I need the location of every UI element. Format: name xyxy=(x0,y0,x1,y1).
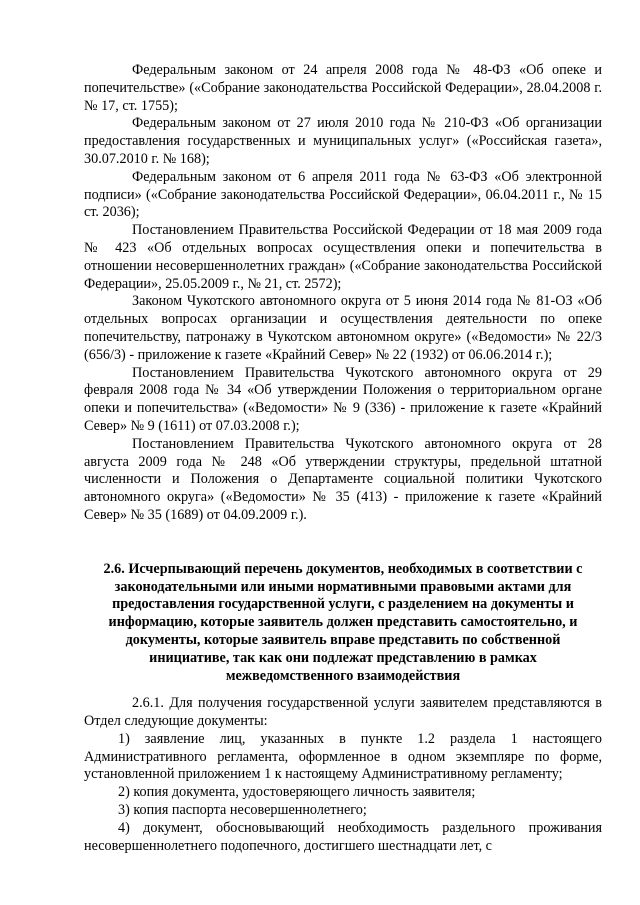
section-paragraph: 2.6.1. Для получения государственной услуги заявителем представляются в Отдел следующие документы: xyxy=(84,695,602,730)
document-page xyxy=(84,62,602,855)
list-item: 2) копия документа, удостоверяющего личность заявителя; xyxy=(118,784,476,801)
law-reference-paragraph: Постановлением Правительства Чукотского автономного округа от 28 августа 2009 года № 248 «Об утверждении структуры, предельной штатной численности и Положения о Департаменте социальной политики Чукотского автономного округа» («Ведомости» № 35 (413) - приложение к газете «Крайний Север» № 35 (1689) от 04.09.2009 г.). xyxy=(84,435,602,523)
law-reference-paragraph: Постановлением Правительства Российской Федерации от 18 мая 2009 года № 423 «Об отдельных вопросах осуществления опеки и попечительства в отношении несовершеннолетних граждан» («Собрание законодательства Российской Федерации», 25.05.2009 г., № 21, ст. 2572); xyxy=(84,222,602,292)
list-item: 3) копия паспорта несовершеннолетнего; xyxy=(118,802,367,819)
law-reference-paragraph: Федеральным законом от 6 апреля 2011 года № 63-ФЗ «Об электронной подписи» («Собрание законодательства Российской Федерации», 06.04.2011 г., № 15 ст. 2036); xyxy=(84,168,602,221)
law-reference-paragraph: Федеральным законом от 27 июля 2010 года № 210-ФЗ «Об организации предоставления государственных и муниципальных услуг» («Российская газета», 30.07.2010 г. № 168); xyxy=(84,115,602,167)
list-item: 1) заявление лиц, указанных в пункте 1.2 раздела 1 настоящего Административного регламента, оформленное в одном экземпляре по форме, установленной приложением 1 к настоящему Административному регламенту; xyxy=(84,730,602,783)
law-reference-paragraph: Постановлением Правительства Чукотского автономного округа от 29 февраля 2008 года № 34 «Об утверждении Положения о территориальном органе опеки и попечительства» («Ведомости» № 9 (336) - приложение к газете «Крайний Север» № 9 (1611) от 07.03.2008 г.); xyxy=(84,364,602,434)
section-heading: 2.6. Исчерпывающий перечень документов, необходимых в соответствии с законодательными или иными нормативными правовыми актами для предоставления государственной услуги, с разделением на документы и информацию, которые заявитель должен представить самостоятельно, и документы, которые заявитель вправе представить по собственной инициативе, так как они подлежат представлению в рамках межведомственного взаимодействия xyxy=(103,560,583,684)
law-reference-paragraph: Законом Чукотского автономного округа от 5 июня 2014 года № 81-ОЗ «Об отдельных вопросах организации и осуществления деятельности по опеке попечительству, патронажу в Чукотском автономном округе» («Ведомости» № 22/3 (656/3) - приложение к газете «Крайний Север» № 22 (1932) от 06.06.2014 г.); xyxy=(84,293,602,363)
law-reference-paragraph: Федеральным законом от 24 апреля 2008 года № 48-ФЗ «Об опеке и попечительстве» («Собрание законодательства Российской Федерации», 28.04.2008 г. № 17, ст. 1755); xyxy=(84,62,602,114)
list-item: 4) документ, обосновывающий необходимость раздельного проживания несовершеннолетнего подопечного, достигшего шестнадцати лет, с xyxy=(84,819,602,854)
